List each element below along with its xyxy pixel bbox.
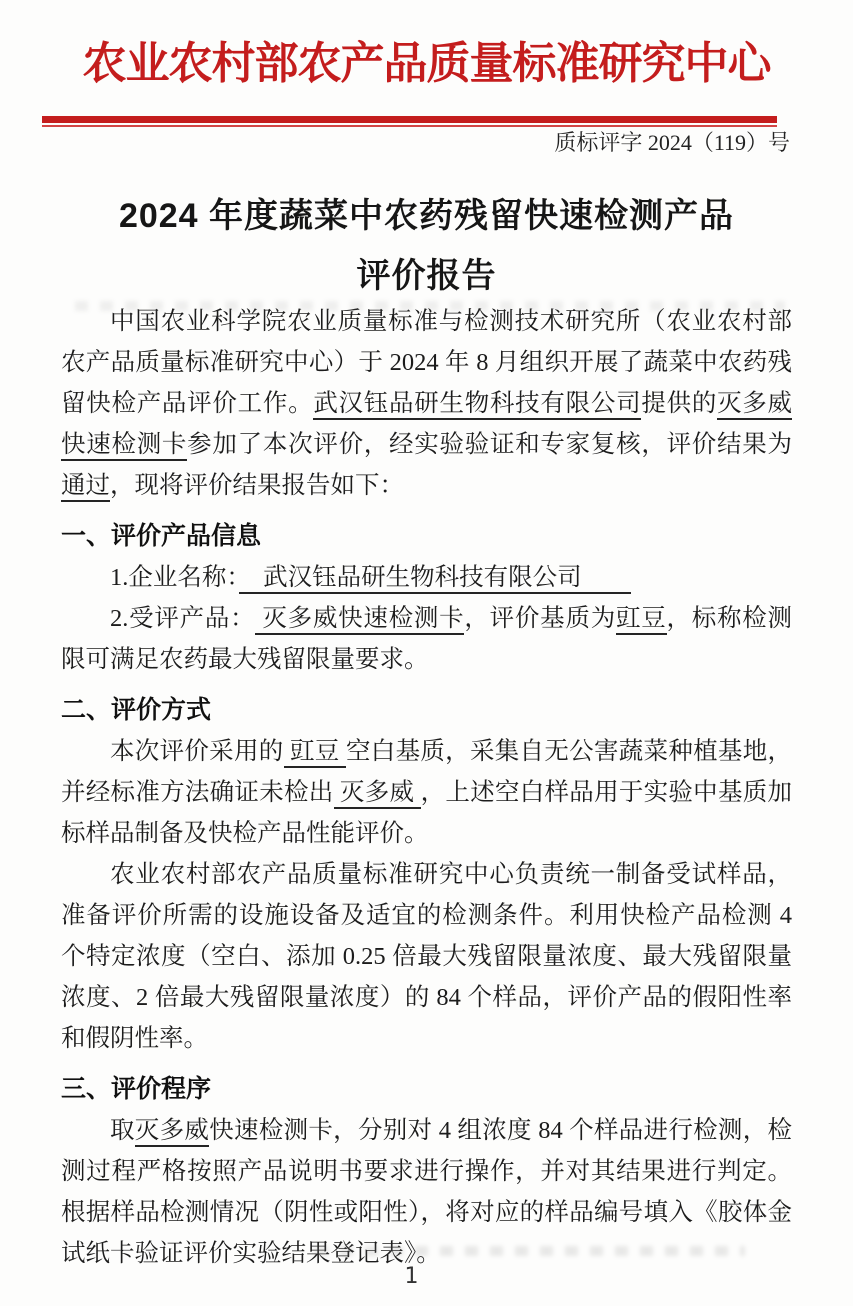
section-1-heading: 一、评价产品信息 (61, 522, 262, 550)
text-run: 1.企业名称： (110, 564, 239, 591)
letterhead-org-title: 农业农村部农产品质量标准研究中心 (82, 39, 771, 88)
evaluated-product-line (61, 598, 792, 680)
report-title-line1: 2024 年度蔬菜中农药残留快速检测产品 (118, 197, 735, 235)
text-run: 空白基质，采集自无公害蔬菜种植基地，并经标准方法确证未检出 (61, 738, 793, 806)
text-run: 2.受评产品： (110, 605, 256, 632)
method-paragraph-2 (61, 854, 792, 1059)
intro-paragraph (61, 301, 792, 506)
text-run: 提供的 (641, 390, 718, 417)
letterhead-rule-thin-line (42, 125, 777, 127)
text-run: 取 (110, 1117, 135, 1144)
report-title-line2: 评价报告 (356, 257, 497, 295)
text-run: ，标称检测限可满足农药最大残留限量要求。 (61, 605, 793, 673)
underlined-text-run: 通过 (61, 472, 110, 502)
underlined-text-run: 武汉钰品研生物科技有限公司 (313, 390, 641, 420)
section-2-heading: 二、评价方式 (61, 696, 212, 724)
underlined-text-run: 豇豆 (284, 738, 346, 768)
underlined-text-run: 灭多威 (334, 779, 421, 809)
text-run: 本次评价采用的 (110, 738, 284, 765)
doc-reference-number: 质标评字 2024（119）号 (554, 130, 790, 155)
underlined-text-run: 豇豆 (616, 605, 667, 635)
underlined-text-run: 灭多威快速检测卡 (61, 390, 792, 461)
underlined-text-run: 武汉钰品研生物科技有限公司 (239, 564, 631, 594)
text-run: 农业农村部农产品质量标准研究中心负责统一制备受试样品，准备评价所需的设施设备及适宜的检测条件。利用快检产品检测 4 个特定浓度（空白、添加 0.25 倍最大残留限量浓度、最大残留限量浓度、2 倍最大残留限量浓度）的 84 个样品，评价产品的假阳性率和假阴性率。 (61, 861, 792, 1052)
letterhead-rule-thick-line (42, 116, 777, 123)
section-3-heading: 三、评价程序 (61, 1075, 212, 1103)
method-paragraph-1 (61, 731, 792, 854)
report-body (61, 301, 792, 1274)
underlined-text-run: 灭多威快速检测卡 (255, 605, 464, 635)
page-number: 1 (404, 1264, 419, 1289)
underlined-text-run: 灭多威 (135, 1117, 209, 1147)
procedure-paragraph (61, 1110, 792, 1274)
report-title (0, 186, 853, 306)
text-run: ，评价基质为 (464, 605, 616, 632)
text-run: 快速检测卡，分别对 4 组浓度 84 个样品进行检测，检测过程严格按照产品说明书要求进行操作，并对其结果进行判定。根据样品检测情况（阴性或阳性），将对应的样品编号填入《胶体金试纸卡验证评价实验结果登记表》。 (61, 1117, 793, 1267)
text-run: ，现将评价结果报告如下： (110, 472, 404, 499)
text-run: 参加了本次评价，经实验验证和专家复核，评价结果为 (187, 431, 793, 458)
text-run: ，上述空白样品用于实验中基质加标样品制备及快检产品性能评价。 (61, 779, 793, 847)
text-run: 中国农业科学院农业质量标准与检测技术研究所（农业农村部农产品质量标准研究中心）于 2024 年 8 月组织开展了蔬菜中农药残留快检产品评价工作。 (61, 308, 792, 417)
company-name-line (61, 557, 792, 598)
